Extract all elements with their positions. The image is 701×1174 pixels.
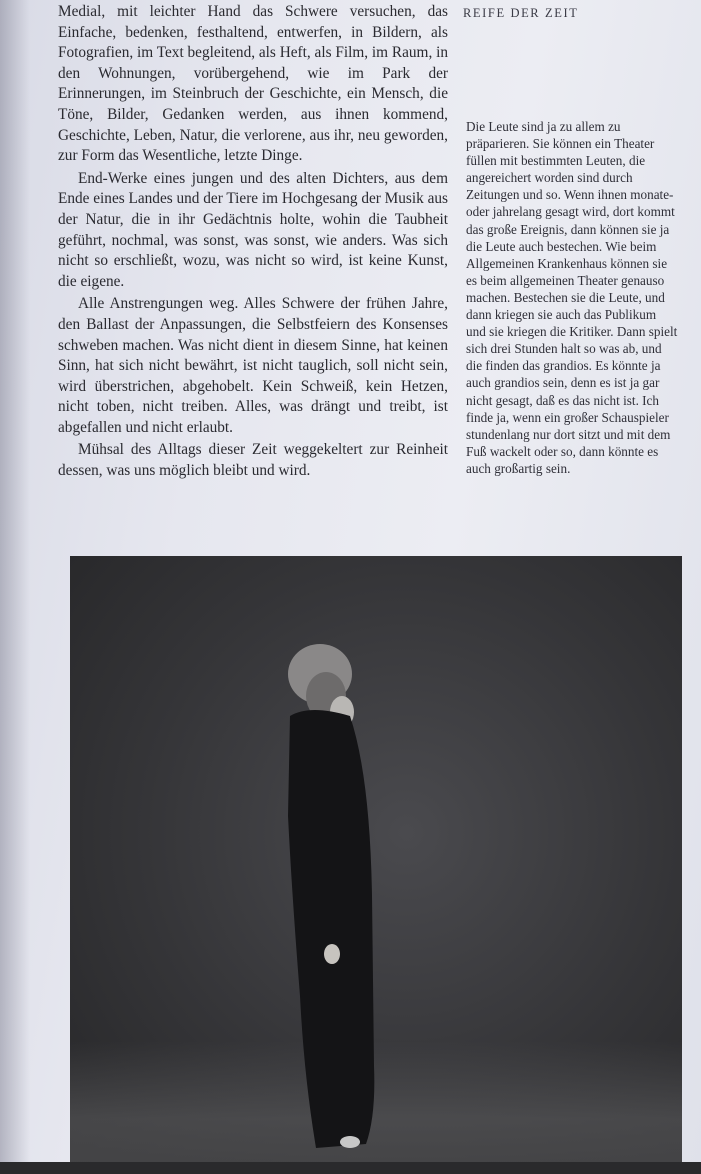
performer-figure-icon <box>270 596 430 1166</box>
side-quote-column <box>466 118 678 477</box>
page-edge-shadow <box>0 1162 701 1174</box>
paragraph-4: Mühsal des Alltags dieser Zeit weggekeltert zur Reinheit dessen, was uns möglich bleibt und wird. <box>58 441 448 480</box>
paragraph-3: Alle Anstrengungen weg. Alles Schwere der frühen Jahre, den Ballast der Anpassungen, die Selbstfeiern des Konsenses schweben machen. Was nicht dient in diesem Sinne, hat keinen Sinn, hat sich nicht bewährt, ist nicht tauglich, soll nicht sein, wird überstrichen, abgehobelt. Kein Schweiß, kein Hetzen, nicht toben, nicht treiben. Alles, was drängt und treibt, ist abgefallen und nicht erlaubt. <box>58 295 448 436</box>
spine-shadow <box>0 0 30 1174</box>
running-head: REIFE DER ZEIT <box>463 6 579 20</box>
main-text-column <box>58 2 448 482</box>
performer-photo <box>70 556 682 1171</box>
side-quote-text: Die Leute sind ja zu allem zu präparieren. Sie können ein Theater füllen mit bestimmten Leuten, die angereichert worden sind durch Zeitungen und so. Wenn ihnen monate- oder jahrelang gesagt wird, dort kommt das große Ereignis, dann können sie ja die Leute auch bestechen. Wie beim Allgemeinen Krankenhaus können sie es beim allgemeinen Theater genauso machen. Bestechen sie die Leute, und dann kriegen sie auch das Publikum und sie kriegen die Kritiker. Dann spielt sich drei Stunden halt so was ab, und die finden das grandios. Es könnte ja auch grandios sein, denn es ist ja gar nicht gesagt, daß es das nicht ist. Ich finde ja, wenn ein großer Schauspieler stundenlang nur dort sitzt und mit dem Fuß wackelt oder so, dann könnte es auch großartig sein. <box>466 119 678 476</box>
paragraph-2: End-Werke eines jungen und des alten Dichters, aus dem Ende eines Landes und der Tiere im Hochgesang der Musik aus der Natur, die in ihr Gedächtnis holte, wohin die Taubheit geführt, nochmal, was sonst, was sonst, wie anders. Was sich nicht so erschließt, wozu, was nicht so wird, ist keine Kunst, die eigene. <box>58 169 448 290</box>
paragraph-1: Medial, mit leichter Hand das Schwere versuchen, das Einfache, bedenken, festhaltend, entwerfen, in Bildern, als Fotografien, im Text begleitend, als Heft, als Film, im Raum, in den Wohnungen, vorübergehend, wie im Park der Erinnerungen, im Steinbruch der Geschichte, ein Mensch, die Töne, Bilder, Gedanken werden, aus ihnen kommend, Geschichte, Leben, Natur, die verlorene, aus ihr, neu geworden, zur Form das Wesentliche, letzte Dinge. <box>58 3 448 165</box>
